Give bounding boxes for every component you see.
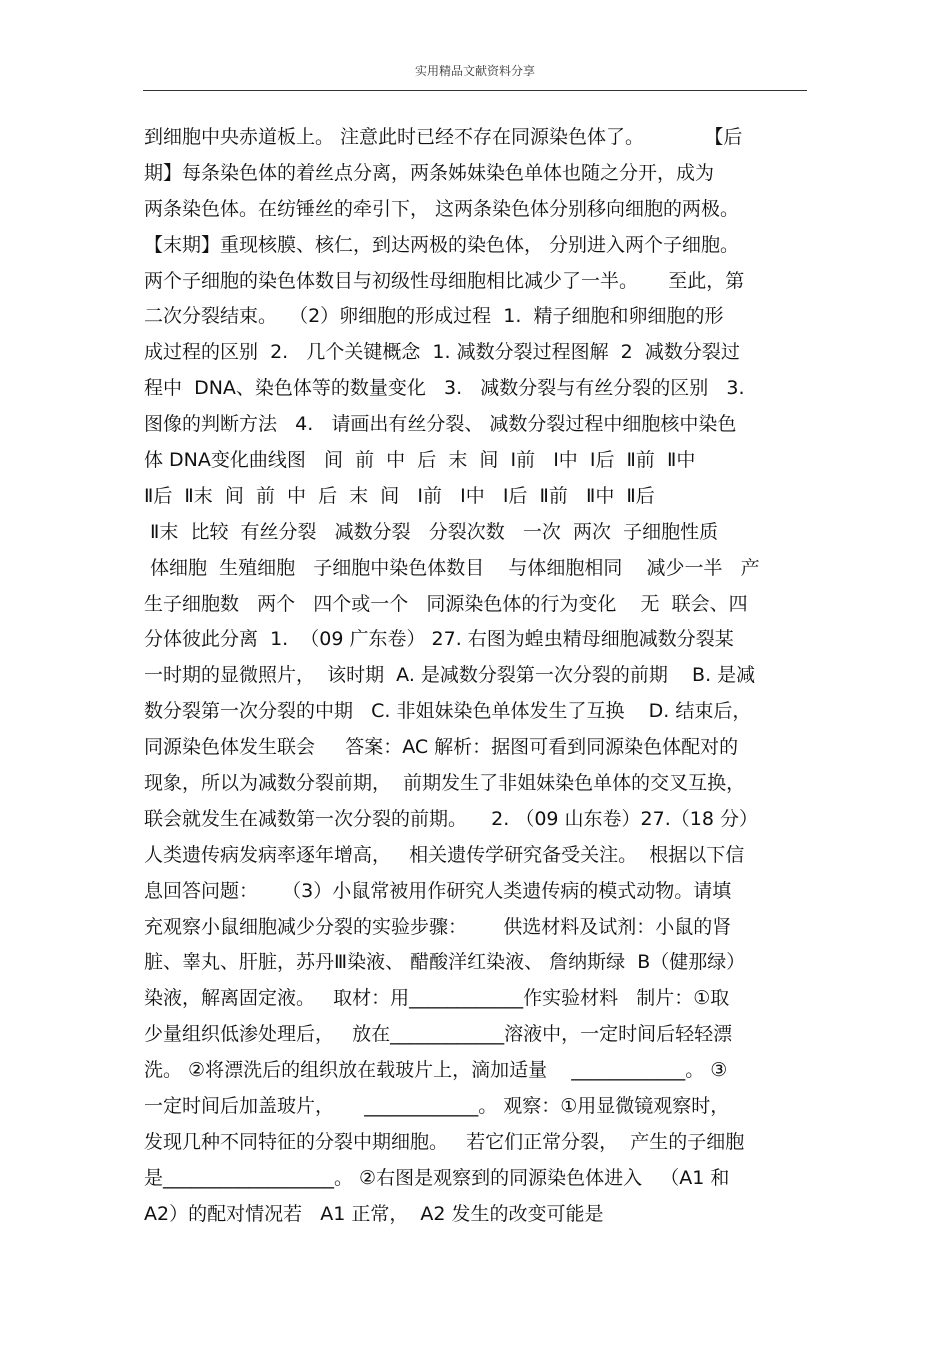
text-line: 人类遗传病发病率逐年增高， 相关遗传学研究备受关注。 根据以下信 <box>144 843 745 866</box>
text-line: 同源染色体发生联会 答案：AC 解析：据图可看到同源染色体配对的 <box>144 736 739 759</box>
text-line: 发现几种不同特征的分裂中期细胞。 若它们正常分裂， 产生的子细胞 <box>144 1130 745 1153</box>
text-line: 一定时间后加盖玻片， ____________。 观察：①用显微镜观察时， <box>144 1095 730 1118</box>
text-line: 一时期的显微照片， 该时期 A. 是减数分裂第一次分裂的前期 B. 是减 <box>144 664 756 687</box>
text-line: 图像的判断方法 4. 请画出有丝分裂、 减数分裂过程中细胞核中染色 <box>144 413 737 436</box>
text-line: Ⅱ末 比较 有丝分裂 减数分裂 分裂次数 一次 两次 子细胞性质 <box>144 520 719 543</box>
text-line: 数分裂第一次分裂的中期 C. 非姐妹染色单体发生了互换 D. 结束后， <box>144 700 752 723</box>
text-line: 少量组织低渗处理后， 放在____________溶液中，一定时间后轻轻漂 <box>144 1023 733 1046</box>
text-line: 成过程的区别 2. 几个关键概念 1. 减数分裂过程图解 2 减数分裂过 <box>144 341 740 364</box>
text-line: 脏、睾丸、肝脏，苏丹Ⅲ染液、 醋酸洋红染液、 詹纳斯绿 B（健那绿） <box>144 951 746 974</box>
text-line: 分体彼此分离 1. （09 广东卷） 27. 右图为蝗虫精母细胞减数分裂某 <box>144 628 734 651</box>
text-line: 体 DNA变化曲线图 间 前 中 后 末 间 Ⅰ前 Ⅰ中 Ⅰ后 Ⅱ前 Ⅱ中 <box>144 449 696 472</box>
text-line: 洗。 ②将漂洗后的组织放在载玻片上，滴加适量 ____________。 ③ <box>144 1059 728 1082</box>
text-line: 两个子细胞的染色体数目与初级性母细胞相比减少了一半。 至此，第 <box>144 269 745 292</box>
page-header: 实用精品文献资料分享 <box>414 64 535 78</box>
text-line: 生子细胞数 两个 四个或一个 同源染色体的行为变化 无 联会、四 <box>144 592 748 615</box>
text-line: 两条染色体。在纺锤丝的牵引下， 这两条染色体分别移向细胞的两极。 <box>144 197 740 220</box>
text-line: 体细胞 生殖细胞 子细胞中染色体数目 与体细胞相同 减少一半 产 <box>144 556 760 579</box>
text-line: 期】每条染色体的着丝点分离，两条姊妹染色单体也随之分开，成为 <box>144 161 715 184</box>
document-body <box>144 120 808 1233</box>
text-line: 二次分裂结束。 （2）卵细胞的形成过程 1. 精子细胞和卵细胞的形 <box>144 305 724 328</box>
text-line: 程中 DNA、染色体等的数量变化 3. 减数分裂与有丝分裂的区别 3. <box>144 377 745 400</box>
text-line: 【末期】重现核膜、核仁，到达两极的染色体， 分别进入两个子细胞。 <box>144 233 740 256</box>
text-line: Ⅱ后 Ⅱ末 间 前 中 后 末 间 Ⅰ前 Ⅰ中 Ⅰ后 Ⅱ前 Ⅱ中 Ⅱ后 <box>144 484 655 507</box>
text-line: 现象，所以为减数分裂前期， 前期发生了非姐妹染色单体的交叉互换， <box>144 772 746 795</box>
text-line: 充观察小鼠细胞减少分裂的实验步骤： 供选材料及试剂：小鼠的肾 <box>144 915 732 938</box>
text-line: 息回答问题： （3）小鼠常被用作研究人类遗传病的模式动物。请填 <box>144 879 732 902</box>
text-line: 到细胞中央赤道板上。 注意此时已经不存在同源染色体了。 【后 <box>144 126 743 148</box>
text-line: 联会就发生在减数第一次分裂的前期。 2. （09 山东卷）27.（18 分） <box>144 807 758 830</box>
text-line: 是__________________。 ②右图是观察到的同源染色体进入 （A1 和 <box>144 1166 730 1189</box>
text-line: 染液，解离固定液。 取材：用____________作实验材料 制片：①取 <box>144 987 730 1010</box>
header-divider <box>143 90 807 91</box>
text-line: A2）的配对情况若 A1 正常， A2 发生的改变可能是 <box>144 1202 604 1225</box>
